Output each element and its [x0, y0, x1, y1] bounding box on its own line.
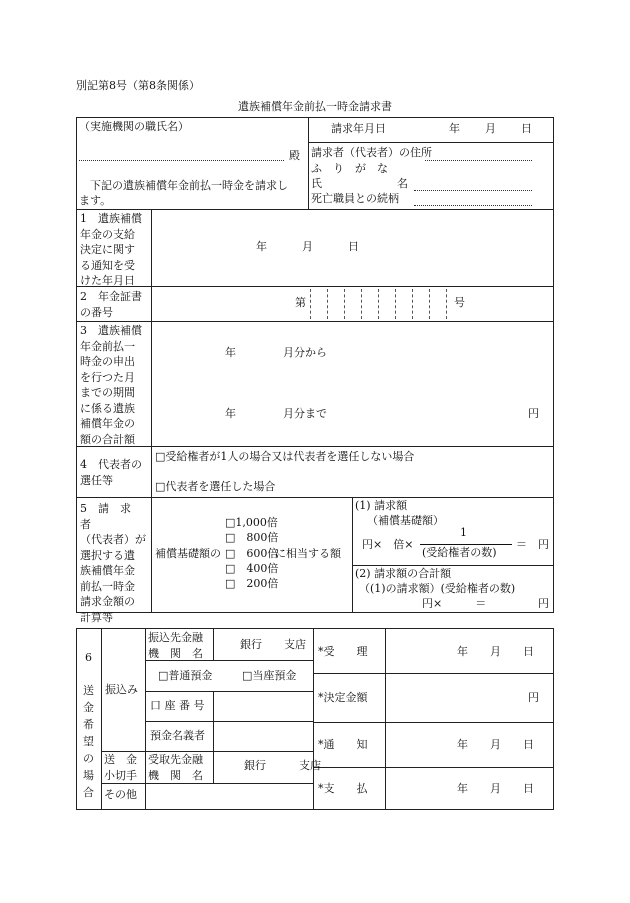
name-field[interactable] — [414, 190, 532, 191]
bank-units: 銀行 支店 — [240, 638, 306, 651]
calc2-formula: 円× ＝ — [422, 597, 487, 610]
org-label: （実施機関の職氏名） — [79, 120, 189, 133]
period-to-year: 年 — [225, 407, 236, 420]
multiple-600[interactable]: □ 600倍 — [225, 547, 279, 560]
ordinary-deposit-checkbox[interactable]: □普通預金 — [158, 669, 213, 682]
row3-label: 3 遺族補償 年金前払一 時金の申出 を行つた月 までの期間 に係る遺族 補償年金の 額の合計額 — [80, 324, 142, 446]
calc2-yen-unit: 円 — [538, 597, 549, 610]
multiple-400[interactable]: □ 400倍 — [225, 562, 279, 575]
multiple-800[interactable]: □ 800倍 — [225, 531, 279, 544]
request-date-label: 請求年月日 — [331, 122, 386, 135]
office-payment-date: 年 月 日 — [457, 782, 534, 795]
date-year-unit: 年 — [449, 122, 460, 135]
row1-month-unit: 月 — [302, 240, 313, 253]
row1-label: 1 遺族補償 年金の支給 決定に関す る通知を受 けた年月日 — [80, 212, 142, 287]
option-single-recipient[interactable]: □受給権者が1人の場合又は代表者を選任しない場合 — [155, 450, 415, 463]
office-notice-label: *通 知 — [318, 738, 368, 751]
row2-label: 2 年金証書 の番号 — [80, 290, 142, 319]
name-label-1: 氏 — [311, 177, 322, 190]
address-field[interactable] — [425, 160, 532, 161]
calc1-fraction-bar — [420, 544, 512, 545]
option-representative[interactable]: □代表者を選任した場合 — [155, 480, 276, 493]
office-payment-label: *支 払 — [318, 782, 368, 795]
request-sentence-end: ます。 — [79, 194, 112, 207]
other-label: その他 — [104, 788, 137, 801]
calc2-title: (2) 請求額の合計額 — [355, 567, 452, 580]
form-number: 別記第8号（第8条関係） — [76, 79, 200, 92]
calc1-left: 円× 倍× — [362, 538, 414, 551]
office-notice-date: 年 月 日 — [457, 738, 534, 751]
certificate-prefix: 第 — [295, 296, 306, 309]
equivalent-amount-label: に相当する額 — [275, 547, 341, 560]
office-amount-value: 円 — [528, 691, 539, 704]
office-received-label: *受 理 — [318, 645, 368, 658]
furigana-label: ふ り が な — [311, 162, 388, 175]
base-amount-label: 補償基礎額の — [155, 547, 221, 560]
row1-year-unit: 年 — [256, 240, 267, 253]
calc1-subtitle: （補償基礎額） — [367, 514, 444, 527]
calc2-subtitle: （(1)の請求額）(受給権者の数) — [359, 582, 516, 595]
address-label: 請求者（代表者）の住所 — [311, 146, 432, 159]
multiple-1000[interactable]: □1,000倍 — [225, 516, 278, 529]
certificate-suffix: 号 — [454, 296, 465, 309]
multiple-200[interactable]: □ 200倍 — [225, 577, 279, 590]
current-deposit-checkbox[interactable]: □当座預金 — [242, 669, 297, 682]
check-bank-label: 受取先金融 機 関 名 — [148, 753, 203, 782]
account-number-label: 口 座 番 号 — [150, 699, 205, 712]
period-from-month: 月分から — [283, 346, 327, 359]
transfer-label: 振込み — [105, 683, 138, 696]
office-received-date: 年 月 日 — [457, 645, 534, 658]
bank-name-label: 振込先金融 機 関 名 — [148, 631, 203, 660]
addressee: 殿 — [289, 149, 300, 162]
request-sentence: 下記の遺族補償年金前払一時金を請求し — [90, 179, 288, 192]
row6-side-label: 送 金 希 望 の 場 合 — [83, 684, 94, 799]
name-label-2: 名 — [397, 177, 408, 190]
row6-number: 6 — [85, 651, 92, 664]
account-holder-label: 預金名義者 — [150, 729, 205, 742]
org-name-field[interactable] — [79, 160, 284, 161]
row1-day-unit: 日 — [348, 240, 359, 253]
relation-field[interactable] — [414, 205, 532, 206]
check-bank-units: 銀行 支店 — [244, 759, 321, 772]
row4-label: 4 代表者の 選任等 — [80, 458, 142, 487]
remittance-check-label: 送 金 小切手 — [104, 753, 137, 782]
total-yen-unit: 円 — [528, 407, 539, 420]
date-day-unit: 日 — [521, 122, 532, 135]
calc1-numerator: 1 — [460, 526, 467, 539]
calc1-right: ＝ 円 — [516, 538, 549, 551]
calc1-denominator: (受給権者の数) — [422, 546, 497, 559]
period-from-year: 年 — [225, 346, 236, 359]
period-to-month: 月分まで — [283, 407, 327, 420]
form-title: 遺族補償年金前払一時金請求書 — [238, 100, 392, 113]
office-amount-label: *決定金額 — [318, 691, 368, 704]
calc1-title: (1) 請求額 — [355, 499, 408, 512]
row5-label: 5 請 求 者 （代表者）が 選択する遺 族補償年金 前払一時金 請求金額の 計算等 — [80, 502, 146, 624]
date-month-unit: 月 — [485, 122, 496, 135]
relation-label: 死亡職員との続柄 — [311, 192, 399, 205]
